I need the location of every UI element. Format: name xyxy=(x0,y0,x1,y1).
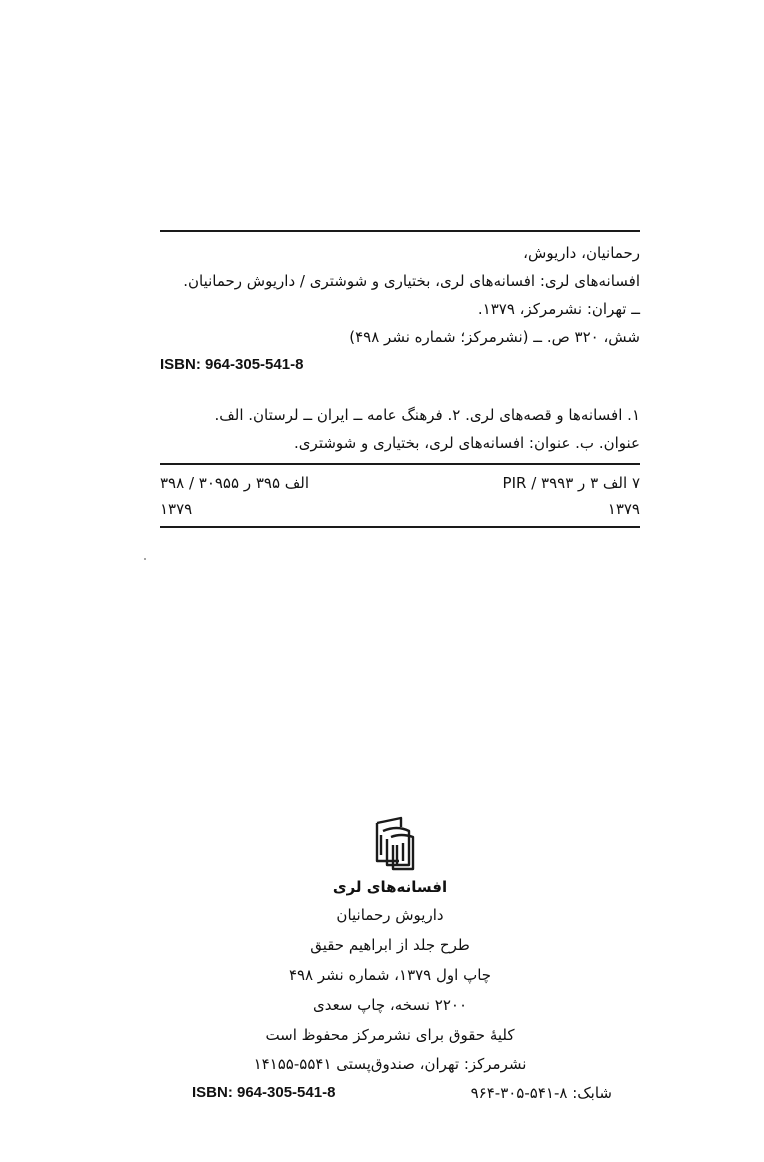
colophon-title: افسانه‌های لری xyxy=(332,878,448,896)
cip-top-rule xyxy=(160,230,640,232)
lc-classification: ۷ الف ۳ ر ۳۹۹۳ / PIR xyxy=(502,474,640,492)
cip-isbn: ISBN: 964-305-541-8 xyxy=(160,356,304,373)
cip-subjects-line-2: عنوان. ب. عنوان: افسانه‌های لری، بختیاری و شوشتری. xyxy=(294,434,640,452)
cip-publication: ــ تهران: نشرمرکز، ۱۳۷۹. xyxy=(477,300,640,318)
cip-physical-description: شش، ۳۲۰ ص. ــ (نشرمرکز؛ شماره نشر ۴۹۸) xyxy=(349,328,640,346)
cip-author: رحمانیان، داریوش، xyxy=(523,244,640,262)
cip-subjects-line-1: ۱. افسانه‌ها و قصه‌های لری. ۲. فرهنگ عامه ــ ایران ــ لرستان. الف. xyxy=(214,406,640,424)
colophon-isbn: ISBN: 964-305-541-8 xyxy=(192,1084,336,1101)
dewey-year: ۱۳۷۹ xyxy=(160,500,193,518)
colophon-shabak: شابک: ۸-۵۴۱-۳۰۵-۹۶۴ xyxy=(470,1084,612,1102)
colophon-author: داریوش رحمانیان xyxy=(336,906,444,924)
cip-middle-rule xyxy=(160,463,640,465)
cip-bottom-rule xyxy=(160,526,640,528)
lc-year: ۱۳۷۹ xyxy=(607,500,640,518)
colophon-address: نشرمرکز: تهران، صندوق‌پستی ۵۵۴۱-۱۴۱۵۵ xyxy=(253,1055,527,1073)
dewey-classification: الف ۳۹۵ ر ۳۰۹۵۵ / ۳۹۸ xyxy=(160,474,310,492)
colophon-rights: کلیهٔ حقوق برای نشرمرکز محفوظ است xyxy=(265,1026,515,1044)
colophon-edition: چاپ اول ۱۳۷۹، شماره نشر ۴۹۸ xyxy=(288,966,492,984)
publisher-logo xyxy=(373,815,419,873)
colophon-print-run: ۲۲۰۰ نسخه، چاپ سعدی xyxy=(312,996,468,1014)
page-speck xyxy=(144,558,146,560)
nashr-markaz-logo-icon xyxy=(373,815,419,873)
colophon-cover-design: طرح جلد از ابراهیم حقیق xyxy=(310,936,470,954)
colophon-isbn-row xyxy=(192,1082,612,1106)
cip-title: افسانه‌های لری: افسانه‌های لری، بختیاری و شوشتری / داریوش رحمانیان. xyxy=(183,272,640,290)
